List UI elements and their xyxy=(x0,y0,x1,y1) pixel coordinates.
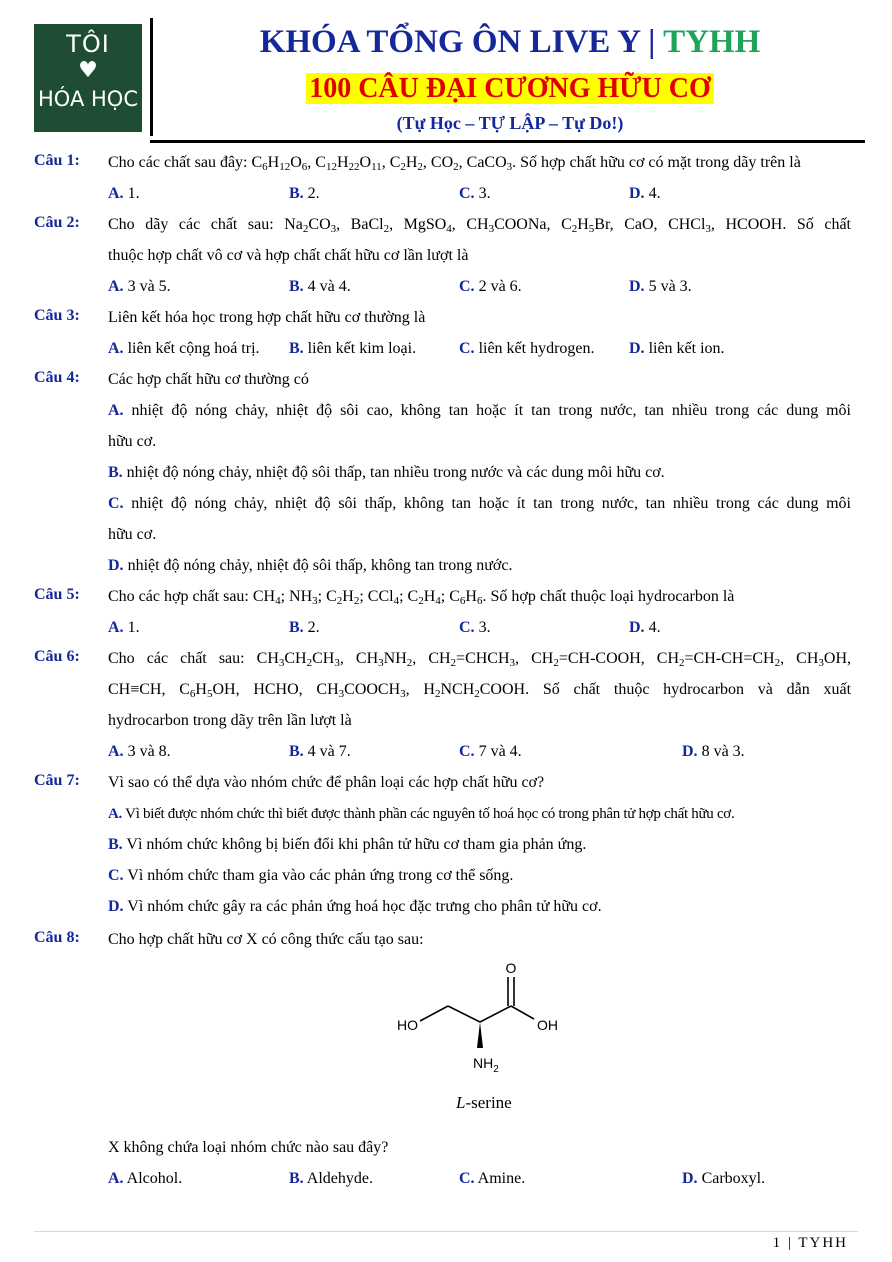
option-a[interactable]: A. 1. xyxy=(108,619,140,636)
option-a[interactable]: A. 3 và 8. xyxy=(108,743,171,760)
page-subtitle: 100 CÂU ĐẠI CƯƠNG HỮU CƠ xyxy=(160,72,860,110)
option-a-continuation: hữu cơ. xyxy=(108,433,157,450)
option-a[interactable]: A. 1. xyxy=(108,185,140,202)
question-label: Câu 3: xyxy=(34,307,80,324)
oxygen-label: O xyxy=(505,960,517,976)
option-d[interactable]: D. Vì nhóm chức gây ra các phản ứng hoá học đặc trưng cho phân tử hữu cơ. xyxy=(108,898,602,915)
option-d[interactable]: D. 4. xyxy=(629,619,661,636)
option-d[interactable]: D. 4. xyxy=(629,185,661,202)
logo-line1: TÔI xyxy=(66,30,110,58)
heart-icon: ♥ xyxy=(78,58,98,83)
structure-caption: L-serine xyxy=(456,1093,512,1112)
question-label: Câu 2: xyxy=(34,214,80,231)
option-c[interactable]: C. 7 và 4. xyxy=(459,743,522,760)
option-c[interactable]: C. 3. xyxy=(459,619,491,636)
option-b[interactable]: B. 2. xyxy=(289,619,320,636)
page-title: KHÓA TỔNG ÔN LIVE Y | TYHH xyxy=(259,24,761,60)
option-b[interactable]: B. liên kết kim loại. xyxy=(289,340,417,357)
header-divider-vertical xyxy=(150,18,153,136)
question-stem: Cho hợp chất hữu cơ X có công thức cấu tạo sau: xyxy=(108,931,424,948)
option-d[interactable]: D. liên kết ion. xyxy=(629,340,725,357)
option-b[interactable]: B. 2. xyxy=(289,185,320,202)
option-c[interactable]: C. nhiệt độ nóng chảy, nhiệt độ sôi thấp, không tan hoặc ít tan trong nước, tan nhiều trong các dung môi xyxy=(108,495,851,512)
motto: (Tự Học – TỰ LẬP – Tự Do!) xyxy=(396,113,624,133)
header-divider-horizontal xyxy=(150,140,865,143)
option-d[interactable]: D. Carboxyl. xyxy=(682,1170,766,1187)
question-label: Câu 1: xyxy=(34,152,80,169)
question-label: Câu 8: xyxy=(34,929,80,946)
page-footer: 1 | TYHH xyxy=(772,1235,848,1251)
footer-divider xyxy=(34,1231,858,1232)
question-label: Câu 7: xyxy=(34,772,80,789)
option-b[interactable]: B. Vì nhóm chức không bị biến đổi khi phân tử hữu cơ tham gia phản ứng. xyxy=(108,836,587,853)
amine-label: $NH_2$ xyxy=(473,1055,499,1075)
option-a[interactable]: A. 3 và 5. xyxy=(108,278,171,295)
option-c[interactable]: C. liên kết hydrogen. xyxy=(459,340,595,357)
question-stem-line2: thuộc hợp chất vô cơ và hợp chất chất hữu cơ lần lượt là xyxy=(108,247,469,264)
option-b[interactable]: B. nhiệt độ nóng chảy, nhiệt độ sôi thấp, tan nhiều trong nước và các dung môi hữu cơ. xyxy=(108,464,665,481)
footer-brand: TYHH xyxy=(798,1235,848,1251)
question-stem-line2: CH≡CH, $C_6H_5OH$, HCHO, $CH_3COOCH_3$, $H_2NCH_2COOH$. Số chất thuộc hydrocarbon và dẫn xuất xyxy=(108,681,852,700)
question-stem: Các hợp chất hữu cơ thường có xyxy=(108,371,309,388)
option-b[interactable]: B. Aldehyde. xyxy=(289,1170,373,1187)
option-c-continuation: hữu cơ. xyxy=(108,526,157,543)
option-c[interactable]: C. Vì nhóm chức tham gia vào các phản ứng trong cơ thể sống. xyxy=(108,867,514,884)
question-label: Câu 5: xyxy=(34,586,80,603)
question-stem: Cho các chất sau: $CH_3CH_2CH_3$, $CH_3NH_2$, $CH_2=CHCH_3$, $CH_2=CH$-COOH, $CH_2=CH-CH=CH_2$, $CH_3OH$, xyxy=(108,650,851,669)
option-c[interactable]: C. Amine. xyxy=(459,1170,526,1187)
question-stem: Vì sao có thể dựa vào nhóm chức để phân loại các hợp chất hữu cơ? xyxy=(108,774,545,791)
question-stem: Cho dãy các chất sau: $Na_2CO_3$, BaCl$_2$, MgSO$_4$, $CH_3COONa$, $C_2H_5Br$, CaO, CHCl$_3$, HCOOH. Số chất xyxy=(108,216,851,235)
logo xyxy=(34,24,142,132)
question-stem: Cho các chất sau đây: $C_6H_{12}O_6$, $C_{12}H_{22}O_{11}$, $C_2H_2$, $CO_2$, CaCO$_3$. Số hợp chất hữu cơ có mặt trong dãy trên là xyxy=(108,154,801,173)
option-d[interactable]: D. 8 và 3. xyxy=(682,743,745,760)
option-c[interactable]: C. 2 và 6. xyxy=(459,278,522,295)
option-d[interactable]: D. nhiệt độ nóng chảy, nhiệt độ sôi thấp, không tan trong nước. xyxy=(108,557,513,574)
option-b[interactable]: B. 4 và 4. xyxy=(289,278,351,295)
page-number: 1 xyxy=(772,1235,783,1251)
option-a[interactable]: A. nhiệt độ nóng chảy, nhiệt độ sôi cao, không tan hoặc ít tan trong nước, tan nhiều trong các dung môi xyxy=(108,402,851,419)
option-d[interactable]: D. 5 và 3. xyxy=(629,278,692,295)
option-a[interactable]: A. Vì biết được nhóm chức thì biết được thành phần các nguyên tố hoá học có trong phân tử hợp chất hữu cơ. xyxy=(108,806,735,822)
option-a[interactable]: A. Alcohol. xyxy=(108,1170,183,1187)
question-stem-line2: X không chứa loại nhóm chức nào sau đây? xyxy=(108,1139,389,1156)
option-b[interactable]: B. 4 và 7. xyxy=(289,743,351,760)
brand-name: TYHH xyxy=(663,24,761,60)
question-stem: Cho các hợp chất sau: $CH_4$; $NH_3$; $C_2H_2$; CCl$_4$; $C_2H_4$; $C_6H_6$. Số hợp chất thuộc loại hydrocarbon là xyxy=(108,588,735,607)
serine-structure xyxy=(380,955,580,1075)
acid-oh-label: OH xyxy=(537,1017,558,1033)
option-c[interactable]: C. 3. xyxy=(459,185,491,202)
logo-line3: HÓA HỌC xyxy=(38,87,138,111)
option-a[interactable]: A. liên kết cộng hoá trị. xyxy=(108,340,260,357)
question-stem: Liên kết hóa học trong hợp chất hữu cơ thường là xyxy=(108,309,426,326)
question-label: Câu 4: xyxy=(34,369,80,386)
question-stem-line3: hydrocarbon trong dãy trên lần lượt là xyxy=(108,712,352,729)
hydroxyl-label: HO xyxy=(397,1017,418,1033)
question-label: Câu 6: xyxy=(34,648,80,665)
